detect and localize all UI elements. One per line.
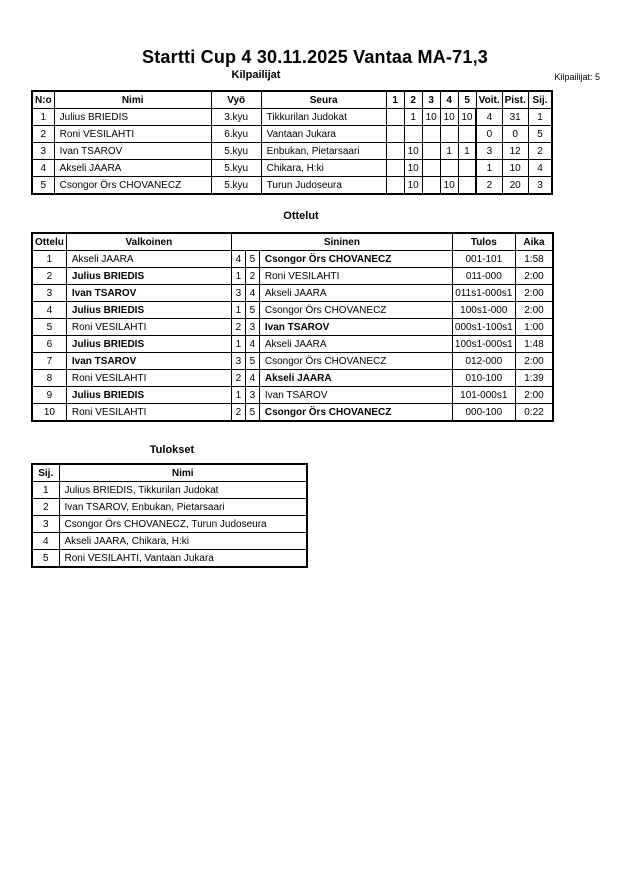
- competitor-place-cell: 1: [528, 109, 552, 126]
- competitor-no-cell: 4: [32, 160, 54, 177]
- blue-number-cell: 5: [245, 302, 259, 319]
- competitor-wins-cell: 2: [476, 177, 502, 195]
- result-row: [32, 550, 307, 568]
- competitor-club-cell: Tikkurilan Judokat: [261, 109, 386, 126]
- competitor-points-cell: 20: [502, 177, 528, 195]
- matches-table: [31, 232, 554, 422]
- match-number-cell: 6: [32, 336, 66, 353]
- match-row: [32, 370, 553, 387]
- blue-number-cell: 5: [245, 353, 259, 370]
- competitor-place-cell: 3: [528, 177, 552, 195]
- competitor-s5-cell: [458, 177, 476, 195]
- match-time-cell: 0:22: [515, 404, 553, 422]
- matches-header-row: [32, 233, 553, 251]
- match-row: [32, 319, 553, 336]
- white-competitor-cell: Roni VESILAHTI: [66, 404, 231, 422]
- competitors-column-header: Sij.: [528, 91, 552, 109]
- blue-competitor-cell: Csongor Örs CHOVANECZ: [259, 353, 452, 370]
- blue-competitor-cell: Csongor Örs CHOVANECZ: [259, 404, 452, 422]
- competitor-s1-cell: [386, 126, 404, 143]
- match-row: [32, 387, 553, 404]
- match-time-cell: 1:00: [515, 319, 553, 336]
- competitors-table: [31, 90, 553, 195]
- blue-number-cell: 4: [245, 370, 259, 387]
- results-column-header: Nimi: [59, 464, 307, 482]
- result-name-cell: Akseli JAARA, Chikara, H:ki: [59, 533, 307, 550]
- competitor-s4-cell: 10: [440, 177, 458, 195]
- competitor-s4-cell: [440, 160, 458, 177]
- competitor-s3-cell: [422, 143, 440, 160]
- blue-competitor-cell: Akseli JAARA: [259, 336, 452, 353]
- match-result-cell: 011s1-000s1: [452, 285, 515, 302]
- competitor-belt-cell: 5.kyu: [211, 143, 261, 160]
- blue-competitor-cell: Csongor Örs CHOVANECZ: [259, 302, 452, 319]
- competitor-place-cell: 5: [528, 126, 552, 143]
- matches-column-header: Ottelu: [32, 233, 66, 251]
- page-title: Startti Cup 4 30.11.2025 Vantaa MA-71,3: [142, 47, 488, 67]
- white-number-cell: 3: [231, 285, 245, 302]
- match-number-cell: 1: [32, 251, 66, 268]
- competitor-name-cell: Ivan TSAROV: [54, 143, 211, 160]
- match-time-cell: 1:58: [515, 251, 553, 268]
- match-row: [32, 353, 553, 370]
- competitor-club-cell: Turun Judoseura: [261, 177, 386, 195]
- competitor-s2-cell: 10: [404, 177, 422, 195]
- matches-heading: Ottelut: [283, 210, 319, 222]
- match-result-cell: 100s1-000: [452, 302, 515, 319]
- result-name-cell: Csongor Örs CHOVANECZ, Turun Judoseura: [59, 516, 307, 533]
- competitor-no-cell: 5: [32, 177, 54, 195]
- match-row: [32, 268, 553, 285]
- white-number-cell: 1: [231, 268, 245, 285]
- blue-number-cell: 2: [245, 268, 259, 285]
- competitor-s4-cell: 10: [440, 109, 458, 126]
- competitors-header-row: [32, 91, 552, 109]
- competitors-column-header: N:o: [32, 91, 54, 109]
- competitor-s2-cell: 10: [404, 160, 422, 177]
- match-result-cell: 101-000s1: [452, 387, 515, 404]
- competitor-s5-cell: 10: [458, 109, 476, 126]
- matches-column-header: Valkoinen: [66, 233, 231, 251]
- white-competitor-cell: Roni VESILAHTI: [66, 370, 231, 387]
- competitor-wins-cell: 3: [476, 143, 502, 160]
- white-number-cell: 4: [231, 251, 245, 268]
- white-number-cell: 2: [231, 319, 245, 336]
- match-row: [32, 302, 553, 319]
- result-place-cell: 2: [32, 499, 59, 516]
- match-number-cell: 2: [32, 268, 66, 285]
- result-place-cell: 1: [32, 482, 59, 499]
- competitor-wins-cell: 0: [476, 126, 502, 143]
- result-row: [32, 499, 307, 516]
- competitor-s5-cell: [458, 160, 476, 177]
- result-row: [32, 482, 307, 499]
- competitors-heading: Kilpailijat: [231, 69, 281, 81]
- competitor-points-cell: 10: [502, 160, 528, 177]
- white-competitor-cell: Ivan TSAROV: [66, 353, 231, 370]
- match-result-cell: 100s1-000s1: [452, 336, 515, 353]
- competitors-column-header: Voit.: [476, 91, 502, 109]
- match-time-cell: 2:00: [515, 353, 553, 370]
- white-number-cell: 1: [231, 387, 245, 404]
- competitor-wins-cell: 4: [476, 109, 502, 126]
- match-result-cell: 001-101: [452, 251, 515, 268]
- competitor-s5-cell: [458, 126, 476, 143]
- competitor-s4-cell: 1: [440, 143, 458, 160]
- match-row: [32, 251, 553, 268]
- matches-column-header: Sininen: [231, 233, 452, 251]
- competitor-name-cell: Roni VESILAHTI: [54, 126, 211, 143]
- competitor-points-cell: 0: [502, 126, 528, 143]
- match-row: [32, 285, 553, 302]
- blue-number-cell: 4: [245, 285, 259, 302]
- competitor-row: [32, 109, 552, 126]
- blue-competitor-cell: Akseli JAARA: [259, 285, 452, 302]
- result-name-cell: Roni VESILAHTI, Vantaan Jukara: [59, 550, 307, 568]
- match-result-cell: 012-000: [452, 353, 515, 370]
- competitor-row: [32, 126, 552, 143]
- competitors-column-header: 4: [440, 91, 458, 109]
- competitor-points-cell: 12: [502, 143, 528, 160]
- competitor-s2-cell: 10: [404, 143, 422, 160]
- competitor-s3-cell: 10: [422, 109, 440, 126]
- blue-number-cell: 4: [245, 336, 259, 353]
- match-result-cell: 000s1-100s1: [452, 319, 515, 336]
- competitors-column-header: 1: [386, 91, 404, 109]
- competitor-no-cell: 2: [32, 126, 54, 143]
- blue-competitor-cell: Ivan TSAROV: [259, 319, 452, 336]
- competitor-belt-cell: 3.kyu: [211, 109, 261, 126]
- blue-number-cell: 5: [245, 404, 259, 422]
- blue-competitor-cell: Roni VESILAHTI: [259, 268, 452, 285]
- result-place-cell: 3: [32, 516, 59, 533]
- results-heading: Tulokset: [149, 444, 195, 456]
- match-result-cell: 010-100: [452, 370, 515, 387]
- result-place-cell: 5: [32, 550, 59, 568]
- competitor-belt-cell: 5.kyu: [211, 160, 261, 177]
- competitors-column-header: Seura: [261, 91, 386, 109]
- competitor-belt-cell: 5.kyu: [211, 177, 261, 195]
- blue-number-cell: 3: [245, 387, 259, 404]
- competitor-s5-cell: 1: [458, 143, 476, 160]
- blue-competitor-cell: Ivan TSAROV: [259, 387, 452, 404]
- result-place-cell: 4: [32, 533, 59, 550]
- match-number-cell: 3: [32, 285, 66, 302]
- blue-number-cell: 5: [245, 251, 259, 268]
- match-result-cell: 000-100: [452, 404, 515, 422]
- result-name-cell: Julius BRIEDIS, Tikkurilan Judokat: [59, 482, 307, 499]
- competitor-row: [32, 177, 552, 195]
- competitor-no-cell: 3: [32, 143, 54, 160]
- blue-competitor-cell: Akseli JAARA: [259, 370, 452, 387]
- competitor-name-cell: Akseli JAARA: [54, 160, 211, 177]
- competitors-column-header: 5: [458, 91, 476, 109]
- competitor-club-cell: Vantaan Jukara: [261, 126, 386, 143]
- match-number-cell: 4: [32, 302, 66, 319]
- result-row: [32, 516, 307, 533]
- competitor-s2-cell: [404, 126, 422, 143]
- competitor-no-cell: 1: [32, 109, 54, 126]
- white-number-cell: 1: [231, 336, 245, 353]
- match-number-cell: 5: [32, 319, 66, 336]
- match-time-cell: 2:00: [515, 387, 553, 404]
- competitor-row: [32, 160, 552, 177]
- competitor-s3-cell: [422, 177, 440, 195]
- matches-column-header: Aika: [515, 233, 553, 251]
- match-time-cell: 2:00: [515, 268, 553, 285]
- match-time-cell: 2:00: [515, 285, 553, 302]
- competitors-column-header: 3: [422, 91, 440, 109]
- match-row: [32, 336, 553, 353]
- results-column-header: Sij.: [32, 464, 59, 482]
- white-number-cell: 1: [231, 302, 245, 319]
- blue-competitor-cell: Csongor Örs CHOVANECZ: [259, 251, 452, 268]
- match-result-cell: 011-000: [452, 268, 515, 285]
- competitor-belt-cell: 6.kyu: [211, 126, 261, 143]
- results-table: [31, 463, 308, 568]
- result-row: [32, 533, 307, 550]
- match-number-cell: 10: [32, 404, 66, 422]
- white-competitor-cell: Akseli JAARA: [66, 251, 231, 268]
- match-number-cell: 8: [32, 370, 66, 387]
- white-competitor-cell: Julius BRIEDIS: [66, 336, 231, 353]
- competitors-column-header: Pist.: [502, 91, 528, 109]
- white-competitor-cell: Julius BRIEDIS: [66, 268, 231, 285]
- competitor-row: [32, 143, 552, 160]
- competitor-place-cell: 4: [528, 160, 552, 177]
- competitors-column-header: Nimi: [54, 91, 211, 109]
- competitors-column-header: 2: [404, 91, 422, 109]
- competitor-s1-cell: [386, 160, 404, 177]
- competitor-s3-cell: [422, 160, 440, 177]
- competitor-name-cell: Csongor Örs CHOVANECZ: [54, 177, 211, 195]
- competitor-s1-cell: [386, 177, 404, 195]
- match-number-cell: 7: [32, 353, 66, 370]
- competitor-s4-cell: [440, 126, 458, 143]
- competitor-s2-cell: 1: [404, 109, 422, 126]
- match-time-cell: 1:48: [515, 336, 553, 353]
- match-row: [32, 404, 553, 422]
- match-time-cell: 1:39: [515, 370, 553, 387]
- result-name-cell: Ivan TSAROV, Enbukan, Pietarsaari: [59, 499, 307, 516]
- matches-column-header: Tulos: [452, 233, 515, 251]
- white-number-cell: 2: [231, 370, 245, 387]
- match-time-cell: 2:00: [515, 302, 553, 319]
- competitor-s3-cell: [422, 126, 440, 143]
- competitor-place-cell: 2: [528, 143, 552, 160]
- competitors-column-header: Vyö: [211, 91, 261, 109]
- results-header-row: [32, 464, 307, 482]
- competitors-count: Kilpailijat: 5: [554, 72, 600, 82]
- white-competitor-cell: Julius BRIEDIS: [66, 302, 231, 319]
- competitor-name-cell: Julius BRIEDIS: [54, 109, 211, 126]
- competitor-club-cell: Chikara, H:ki: [261, 160, 386, 177]
- competitor-s1-cell: [386, 143, 404, 160]
- white-competitor-cell: Roni VESILAHTI: [66, 319, 231, 336]
- white-competitor-cell: Ivan TSAROV: [66, 285, 231, 302]
- blue-number-cell: 3: [245, 319, 259, 336]
- competitor-s1-cell: [386, 109, 404, 126]
- competitor-points-cell: 31: [502, 109, 528, 126]
- white-number-cell: 2: [231, 404, 245, 422]
- white-number-cell: 3: [231, 353, 245, 370]
- competitor-wins-cell: 1: [476, 160, 502, 177]
- match-number-cell: 9: [32, 387, 66, 404]
- competitor-club-cell: Enbukan, Pietarsaari: [261, 143, 386, 160]
- white-competitor-cell: Julius BRIEDIS: [66, 387, 231, 404]
